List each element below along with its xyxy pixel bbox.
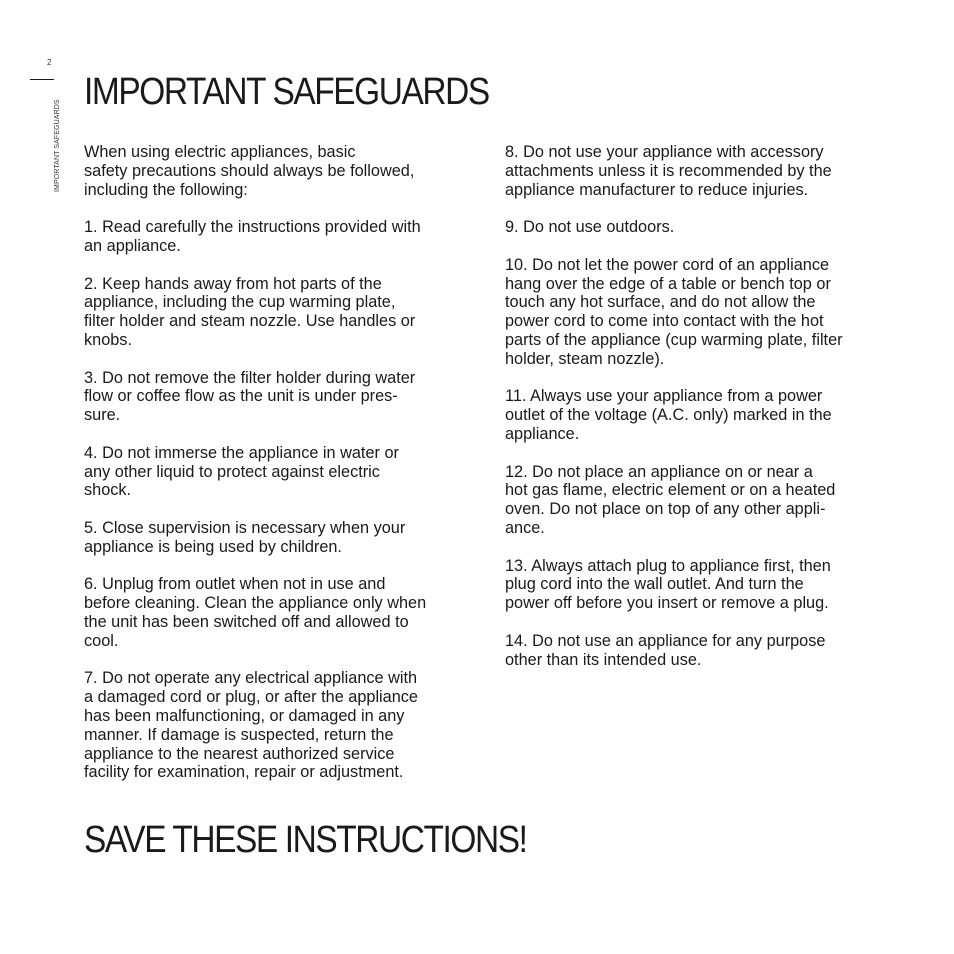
page-number: 2 [47, 58, 52, 67]
save-instructions-heading: SAVE THESE INSTRUCTIONS! [84, 819, 527, 861]
safeguard-item-14: 14. Do not use an appliance for any purpose other than its intended use. [505, 631, 826, 669]
safeguard-item-12: 12. Do not place an appliance on or near a hot gas flame, electric element or on a heated oven. Do not place on top of any other appli- ance. [505, 462, 836, 537]
intro-paragraph: When using electric appliances, basic safety precautions should always be followed, including the following: [84, 143, 415, 199]
margin-rule [30, 79, 54, 80]
page-title: IMPORTANT SAFEGUARDS [84, 71, 489, 113]
left-column [84, 143, 482, 801]
safeguard-item-1: 1. Read carefully the instructions provided with an appliance. [84, 218, 421, 255]
safeguard-item-7: 7. Do not operate any electrical appliance with a damaged cord or plug, or after the appliance has been malfunctioning, or damaged in any manner. If damage is suspected, return the appliance to the nearest authorized service facility for examination, repair or adjustment. [84, 669, 418, 782]
safeguard-item-9: 9. Do not use outdoors. [505, 218, 675, 237]
safeguard-item-8: 8. Do not use your appliance with accessory attachments unless it is recommended by the appliance manufacturer to reduce injuries. [505, 143, 832, 199]
safeguard-item-4: 4. Do not immerse the appliance in water or any other liquid to protect against electric shock. [84, 443, 399, 500]
safeguard-item-13: 13. Always attach plug to appliance first, then plug cord into the wall outlet. And turn the power off before you insert or remove a plug. [505, 556, 831, 613]
right-column [505, 143, 907, 688]
safeguard-item-3: 3. Do not remove the filter holder during water flow or coffee flow as the unit is under pres- sure. [84, 368, 416, 425]
safeguard-item-11: 11. Always use your appliance from a power outlet of the voltage (A.C. only) marked in the appliance. [505, 387, 832, 443]
safeguard-item-6: 6. Unplug from outlet when not in use and before cleaning. Clean the appliance only when the unit has been switched off and allowed to cool. [84, 575, 427, 650]
safeguard-item-2: 2. Keep hands away from hot parts of the appliance, including the cup warming plate, filter holder and steam nozzle. Use handles or knobs. [84, 274, 416, 349]
side-label-container [46, 96, 61, 192]
safeguard-item-10: 10. Do not let the power cord of an appliance hang over the edge of a table or bench top or touch any hot surface, and do not allow the power cord to come into contact with the hot parts of the appliance (cup warming plate, filter holder, steam nozzle). [505, 255, 843, 368]
safeguard-item-5: 5. Close supervision is necessary when your appliance is being used by children. [84, 518, 406, 556]
side-label: IMPORTANT SAFEGUARDS [54, 99, 61, 192]
